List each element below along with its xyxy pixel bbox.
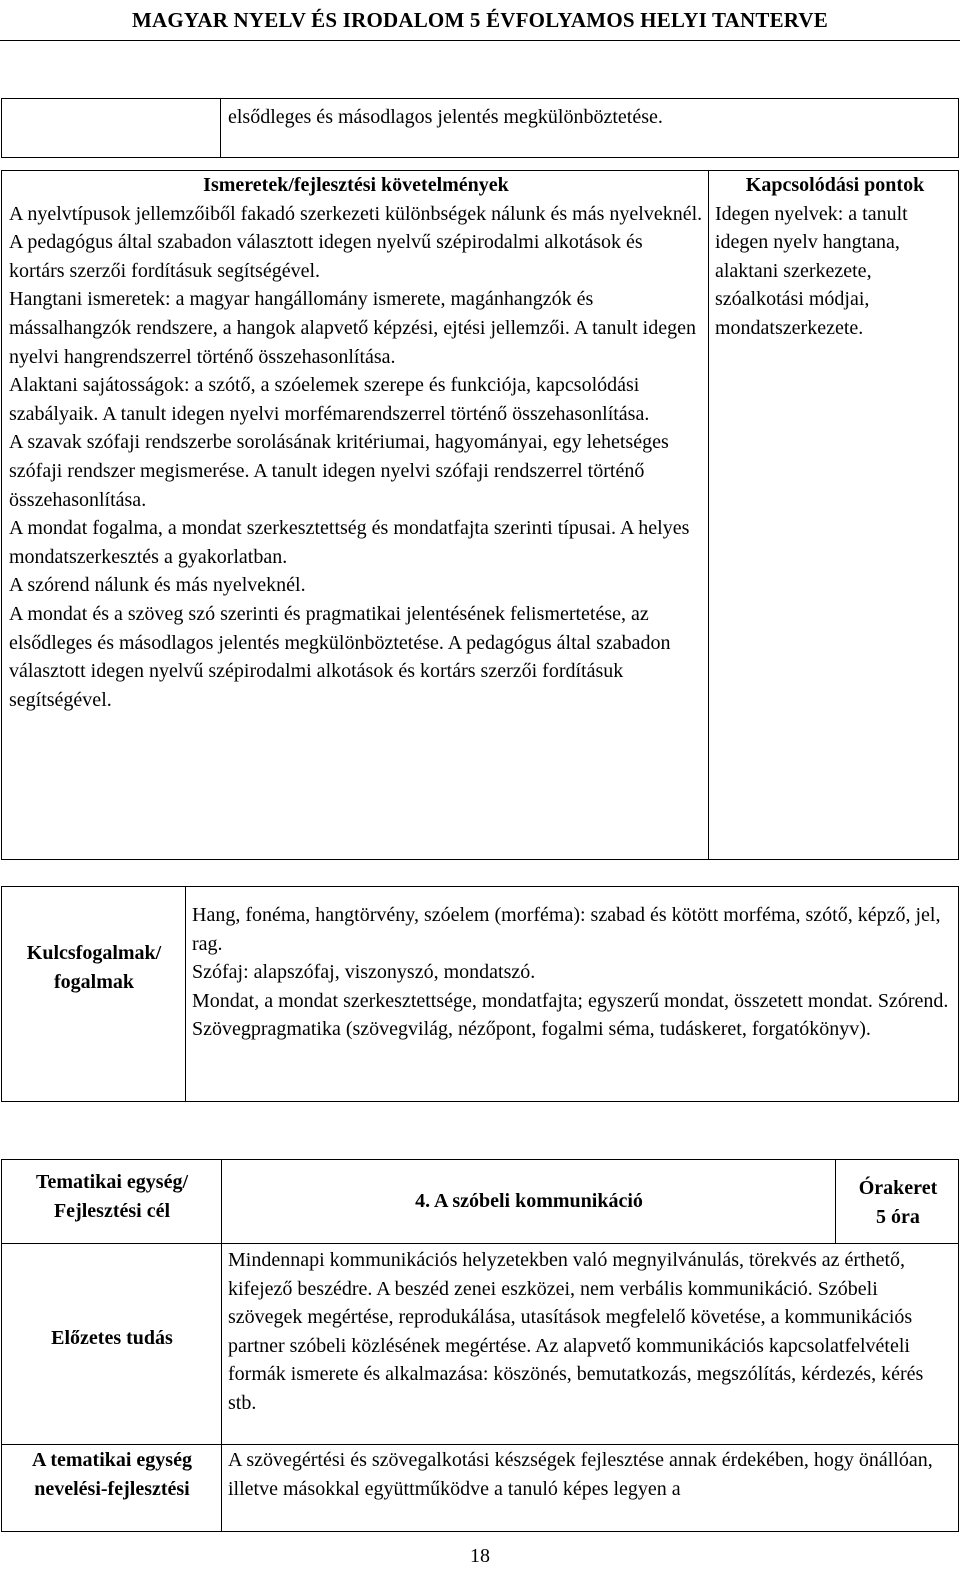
hours-value: 5 óra [876,1206,920,1228]
requirement-paragraph: Hangtani ismeretek: a magyar hangállomány ismerete, magánhangzók és mássalhangzók rendszere, a hangok alapvető képzési, ejtési jellemzői. A tanult idegen nyelvi hangrendszerrel történő összehasonlítása. [9,288,696,368]
row-divider [2,1243,958,1244]
connections-column [715,171,955,343]
requirements-heading: Ismeretek/fejlesztési követelmények [203,174,509,196]
goals-text: A szövegértési és szövegalkotási készségek fejlesztése annak érdekében, hogy önállóan, illetve másokkal együttműködve a tanuló képes legyen a [228,1449,933,1500]
column-divider [835,1160,836,1243]
key-concepts-label: Kulcsfogalmak/ fogalmak [26,942,162,993]
requirement-paragraph: Alaktani sajátosságok: a szótő, a szóelemek szerepe és funkciója, kapcsolódási szabályaik. A tanult idegen nyelvi morfémarendszerrel történő összehasonlítása. [9,374,650,425]
page-header [0,0,960,44]
requirement-paragraph: A szavak szófaji rendszerbe sorolásának kritériumai, hagyományai, egy lehetséges szófaji rendszer megismerése. A tanult idegen nyelvi szófaji rendszerrel történő összehasonlítása. [9,431,669,511]
header-rule [0,40,960,41]
content-table [1,170,959,860]
row-divider [2,1444,958,1445]
key-concept-line: Hang, fonéma, hangtörvény, szóelem (morféma): szabad és kötött morféma, szótő, képző, jel, rag. [192,904,941,955]
requirement-paragraph: A mondat és a szöveg szó szerinti és pragmatikai jelentésének felismertetése, az elsődleges és másodlagos jelentés megkülönböztetése. A pedagógus által szabadon választott idegen nyelvű szépirodalmi alkotások és kortárs szerzői fordításuk segítségével. [9,602,671,711]
key-concepts-list [192,901,957,1044]
previous-row-table [1,98,959,158]
connections-heading: Kapcsolódási pontok [745,174,925,196]
connections-text: Idegen nyelvek: a tanult idegen nyelv hangtana, alaktani szerkezete, szóalkotási módjai, mondatszerkezete. [715,202,908,339]
column-divider [708,171,709,859]
unit-table [1,1159,959,1532]
requirement-paragraph: A nyelvtípusok jellemzőiből fakadó szerkezeti különbségek nálunk és más nyelveknél. A pedagógus által szabadon választott idegen nyelvű szépirodalmi alkotások és kortárs szerzői fordításuk segítségével. [9,202,703,282]
requirement-paragraph: A mondat fogalma, a mondat szerkesztettség és mondatfajta szerinti típusai. A helyes mondatszerkesztés a gyakorlatban. [9,517,690,568]
goals-label: A tematikai egység nevelési-fejlesztési [32,1449,192,1500]
requirement-paragraph: A szórend nálunk és más nyelveknél. [9,574,306,597]
unit-label: Tematikai egység/ Fejlesztési cél [35,1171,189,1222]
document-title: MAGYAR NYELV ÉS IRODALOM 5 ÉVFOLYAMOS HELYI TANTERVE [131,8,829,32]
column-divider [185,887,186,1101]
key-concept-line: Szövegpragmatika (szövegvilág, nézőpont, fogalmi séma, tudáskeret, forgatókönyv). [192,1018,871,1041]
column-divider [221,1160,222,1531]
column-divider [220,99,221,157]
prior-knowledge-text: Mindennapi kommunikációs helyzetekben való megnyilvánulás, törekvés az érthető, kifejező beszédre. A beszéd zenei eszközei, nem verbális kommunikáció. Szóbeli szövegek megértése, reprodukálása, utasítások megfelelő követése, a kommunikációs partner szóbeli közlésének megértése. Az alapvető kommunikációs kapcsolatfelvételi formák ismerete és alkalmazása: köszönés, bemutatkozás, megszólítás, kérdezés, kérés stb. [228,1249,924,1414]
requirements-column [9,171,703,714]
key-concept-line: Szófaj: alapszófaj, viszonyszó, mondatszó. [192,961,536,984]
previous-row-text: elsődleges és másodlagos jelentés megkülönböztetése. [228,106,663,128]
key-concept-line: Mondat, a mondat szerkesztettsége, mondatfajta; egyszerű mondat, összetett mondat. Szórend. [192,989,949,1012]
hours-label: Órakeret [858,1177,938,1199]
prior-knowledge-label: Előzetes tudás [51,1327,173,1349]
page-number: 18 [470,1545,490,1567]
unit-title: 4. A szóbeli kommunikáció [415,1190,643,1212]
key-concepts-table [1,886,959,1102]
